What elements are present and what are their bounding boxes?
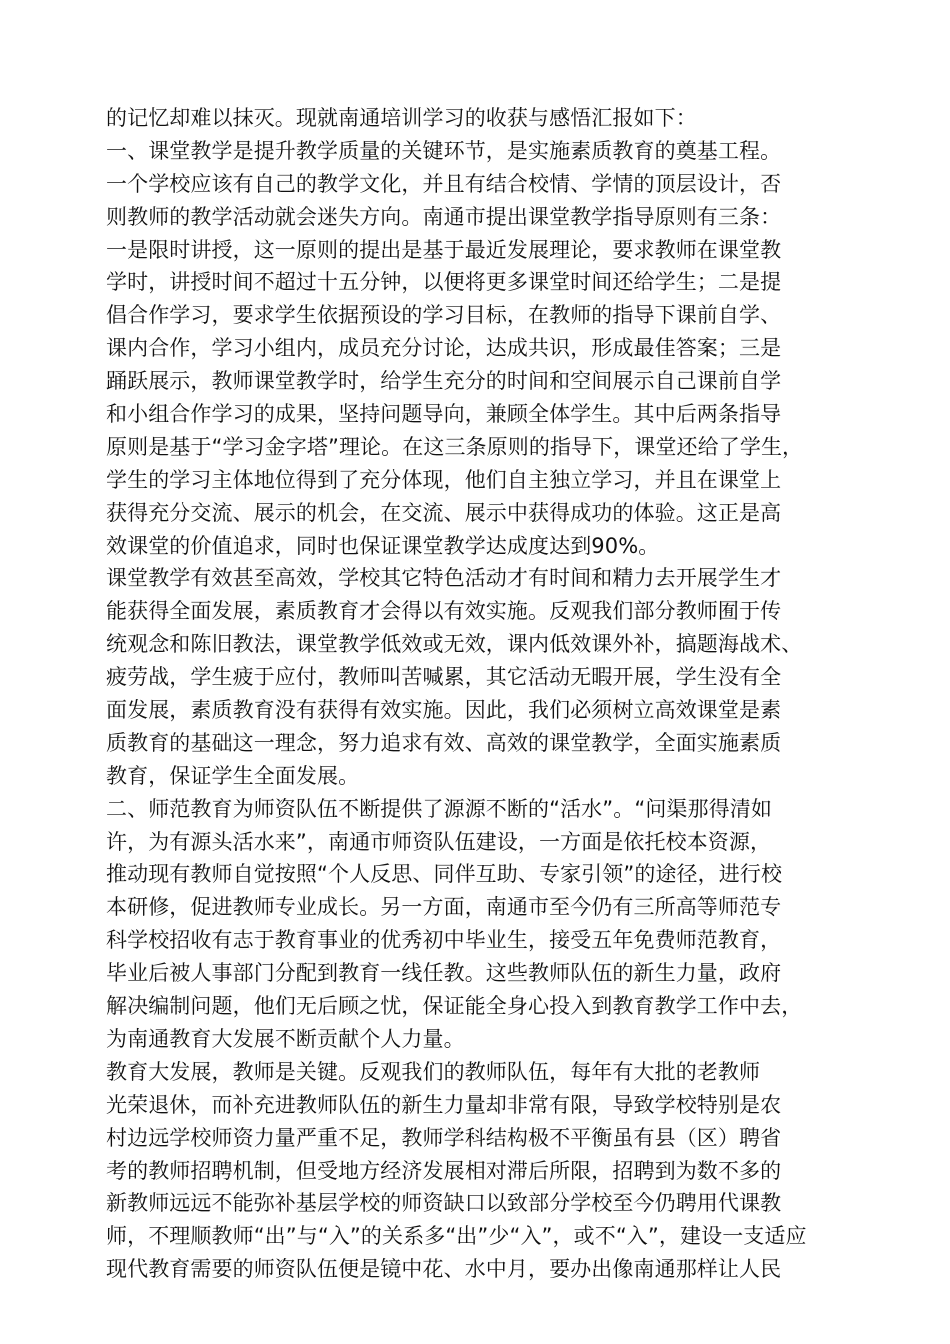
section-heading-1: 一、课堂教学是提升教学质量的关键环节，是实施素质教育的奠基工程。	[106, 138, 782, 163]
text-line: 原则是基于“学习金字塔”理论。在这三条原则的指导下，课堂还给了学生，	[106, 434, 804, 459]
text-line: 本研修，促进教师专业成长。另一方面，南通市至今仍有三所高等师范专	[106, 895, 782, 920]
text-line: 教育，保证学生全面发展。	[106, 763, 360, 788]
text-line: 教育大发展，教师是关键。反观我们的教师队伍，每年有大批的老教师	[106, 1059, 761, 1084]
text-line: 许，为有源头活水来”，南通市师资队伍建设，一方面是依托校本资源，	[106, 829, 772, 854]
section-heading-2: 二、师范教育为师资队伍不断提供了源源不断的“活水”。“问渠那得清如	[106, 796, 772, 821]
text-line: 课内合作，学习小组内，成员充分讨论，达成共识，形成最佳答案；三是	[106, 336, 782, 361]
text-line: 学生的学习主体地位得到了充分体现，他们自主独立学习，并且在课堂上	[106, 467, 782, 492]
text-line: 新教师远远不能弥补基层学校的师资缺口以致部分学校至今仍聘用代课教	[106, 1191, 782, 1216]
text-line: 现代教育需要的师资队伍便是镜中花、水中月，要办出像南通那样让人民	[106, 1257, 782, 1282]
text-line: 一是限时讲授，这一原则的提出是基于最近发展理论，要求教师在课堂教	[106, 237, 782, 262]
text-line: 考的教师招聘机制，但受地方经济发展相对滞后所限，招聘到为数不多的	[106, 1158, 782, 1183]
text-line: 质教育的基础这一理念，努力追求有效、高效的课堂教学，全面实施素质	[106, 730, 782, 755]
text-line: 能获得全面发展，素质教育才会得以有效实施。反观我们部分教师囿于传	[106, 599, 782, 624]
text-line: 面发展，素质教育没有获得有效实施。因此，我们必须树立高效课堂是素	[106, 698, 782, 723]
text-line: 推动现有教师自觉按照“个人反思、同伴互助、专家引领”的途径，进行校	[106, 862, 783, 887]
text-line: 踊跃展示，教师课堂教学时，给学生充分的时间和空间展示自己课前自学	[106, 369, 782, 394]
document-body	[106, 102, 876, 1286]
text-line: 和小组合作学习的成果，坚持问题导向，兼顾全体学生。其中后两条指导	[106, 402, 782, 427]
text-line: 一个学校应该有自己的教学文化，并且有结合校情、学情的顶层设计，否	[106, 171, 782, 196]
text-line: 村边远学校师资力量严重不足，教师学科结构极不平衡虽有县（区）聘省	[106, 1125, 782, 1150]
text-line: 疲劳战，学生疲于应付，教师叫苦喊累，其它活动无暇开展，学生没有全	[106, 665, 782, 690]
text-line: 为南通教育大发展不断贡献个人力量。	[106, 1026, 465, 1051]
text-line: 则教师的教学活动就会迷失方向。南通市提出课堂教学指导原则有三条：	[106, 204, 782, 229]
text-line: 解决编制问题，他们无后顾之忧，保证能全身心投入到教育教学工作中去，	[106, 994, 803, 1019]
text-line: 效课堂的价值追求，同时也保证课堂教学达成度达到90%。	[106, 533, 660, 558]
text-line: 学时，讲授时间不超过十五分钟，以便将更多课堂时间还给学生；二是提	[106, 270, 782, 295]
text-line: 获得充分交流、展示的机会，在交流、展示中获得成功的体验。这正是高	[106, 500, 782, 525]
text-line: 光荣退休，而补充进教师队伍的新生力量却非常有限，导致学校特别是农	[106, 1092, 782, 1117]
text-line: 的记忆却难以抹灭。现就南通培训学习的收获与感悟汇报如下：	[106, 106, 697, 130]
text-line: 师，不理顺教师“出”与“入”的关系多“出”少“入”，或不“入”，建设一支适应	[106, 1224, 807, 1249]
text-line: 倡合作学习，要求学生依据预设的学习目标，在教师的指导下课前自学、	[106, 303, 782, 328]
text-line: 统观念和陈旧教法，课堂教学低效或无效，课内低效课外补，搞题海战术、	[106, 632, 803, 657]
text-line: 课堂教学有效甚至高效，学校其它特色活动才有时间和精力去开展学生才	[106, 566, 782, 591]
text-line: 科学校招收有志于教育事业的优秀初中毕业生，接受五年免费师范教育，	[106, 928, 782, 953]
text-line: 毕业后被人事部门分配到教育一线任教。这些教师队伍的新生力量，政府	[106, 961, 782, 986]
